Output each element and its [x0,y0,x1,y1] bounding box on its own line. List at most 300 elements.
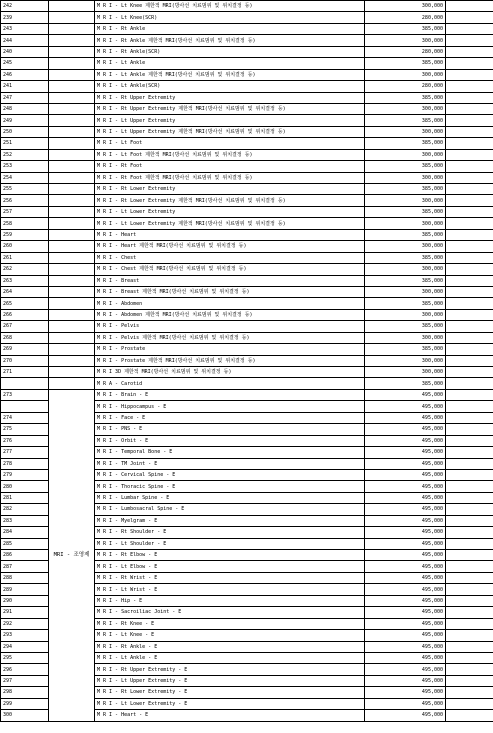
exam-price: 495,000 [365,515,446,526]
row-number: 244 [1,35,49,46]
category-cell [49,355,95,366]
row-number: 242 [1,1,49,12]
exam-price: 495,000 [365,538,446,549]
note-cell [446,126,493,137]
exam-price: 385,000 [365,92,446,103]
row-number: 246 [1,69,49,80]
table-row [1,92,493,103]
row-number: 257 [1,206,49,217]
exam-price: 280,000 [365,12,446,23]
row-number: 247 [1,92,49,103]
row-number: 284 [1,527,49,538]
row-number: 262 [1,264,49,275]
exam-name: M R I - Rt Ankle 제한적 MRI(방사선 치료범위 및 위치결정 등) [95,35,365,46]
exam-name: M R I - PNS - E [95,424,365,435]
note-cell [446,252,493,263]
exam-price: 495,000 [365,401,446,412]
table-row [1,264,493,275]
row-number: 255 [1,184,49,195]
exam-name: M R I - Hip - E [95,595,365,606]
price-table-body [1,1,493,722]
exam-price: 495,000 [365,607,446,618]
note-cell [446,389,493,400]
exam-name: M R I - Breast 제한적 MRI(방사선 치료범위 및 위치결정 등) [95,286,365,297]
exam-price: 495,000 [365,641,446,652]
category-cell [49,309,95,320]
table-row [1,286,493,297]
exam-name: M R I - Rt Ankle - E [95,641,365,652]
exam-name: M R I - Rt Foot [95,161,365,172]
category-cell [49,378,95,389]
row-number: 252 [1,149,49,160]
note-cell [446,675,493,686]
exam-name: M R I - Lt Knee 제한적 MRI(방사선 치료범위 및 위치결정 등) [95,1,365,12]
table-row [1,344,493,355]
exam-price: 385,000 [365,115,446,126]
exam-price: 300,000 [365,309,446,320]
exam-price: 495,000 [365,447,446,458]
exam-price: 300,000 [365,69,446,80]
category-cell [49,35,95,46]
exam-price: 495,000 [365,481,446,492]
note-cell [446,298,493,309]
exam-price: 495,000 [365,675,446,686]
row-number: 289 [1,584,49,595]
category-cell [49,241,95,252]
table-row [1,332,493,343]
exam-name: M R I - Rt Upper Extremity - E [95,664,365,675]
category-cell [49,161,95,172]
row-number: 271 [1,367,49,378]
note-cell [446,58,493,69]
row-number: 243 [1,23,49,34]
table-row [1,195,493,206]
category-cell [49,81,95,92]
row-number: 266 [1,309,49,320]
note-cell [446,504,493,515]
note-cell [446,538,493,549]
table-row [1,378,493,389]
exam-name: M R I - Chest [95,252,365,263]
exam-name: M R I - Sacroiliac Joint - E [95,607,365,618]
category-cell [49,367,95,378]
row-number: 264 [1,286,49,297]
note-cell [446,35,493,46]
exam-name: M R I - Lt Upper Extremity - E [95,675,365,686]
table-row [1,12,493,23]
category-cell [49,218,95,229]
note-cell [446,23,493,34]
note-cell [446,161,493,172]
note-cell [446,378,493,389]
row-number: 260 [1,241,49,252]
category-cell [49,344,95,355]
exam-name: M R I - Lt Wrist - E [95,584,365,595]
category-cell [49,195,95,206]
note-cell [446,46,493,57]
note-cell [446,332,493,343]
note-cell [446,184,493,195]
exam-price: 385,000 [365,229,446,240]
row-number: 275 [1,424,49,435]
exam-price: 300,000 [365,172,446,183]
category-cell [49,12,95,23]
exam-price: 300,000 [365,286,446,297]
table-row [1,115,493,126]
row-number: 263 [1,275,49,286]
table-row [1,58,493,69]
exam-name: M R I - Prostate 제한적 MRI(방사선 치료범위 및 위치결정 등) [95,355,365,366]
exam-price: 495,000 [365,389,446,400]
note-cell [446,607,493,618]
category-cell [49,92,95,103]
exam-name: M R I - Rt Lower Extremity - E [95,687,365,698]
note-cell [446,481,493,492]
exam-price: 300,000 [365,103,446,114]
note-cell [446,195,493,206]
exam-price: 300,000 [365,218,446,229]
table-row [1,161,493,172]
exam-price: 495,000 [365,710,446,721]
category-cell [49,229,95,240]
note-cell [446,595,493,606]
exam-price: 495,000 [365,435,446,446]
note-cell [446,469,493,480]
exam-name: M R I - Rt Elbow - E [95,550,365,561]
exam-price: 280,000 [365,46,446,57]
exam-price: 280,000 [365,81,446,92]
exam-name: M R I - Rt Ankle [95,23,365,34]
note-cell [446,264,493,275]
exam-price: 495,000 [365,504,446,515]
row-number: 261 [1,252,49,263]
row-number: 294 [1,641,49,652]
row-number: 259 [1,229,49,240]
exam-name: M R I - Lt Lower Extremity 제한적 MRI(방사선 치료범위 및 위치결정 등) [95,218,365,229]
note-cell [446,401,493,412]
row-number: 249 [1,115,49,126]
exam-name: M R I - Lt Foot [95,138,365,149]
exam-name: M R I 3D 제한적 MRI(방사선 치료범위 및 위치결정 등) [95,367,365,378]
table-row [1,23,493,34]
table-row [1,1,493,12]
row-number: 245 [1,58,49,69]
note-cell [446,698,493,709]
row-number: 297 [1,675,49,686]
row-number: 299 [1,698,49,709]
row-number: 241 [1,81,49,92]
exam-name: M R I - Lt Knee(SCR) [95,12,365,23]
exam-name: M R I - Thoracic Spine - E [95,481,365,492]
row-number: 293 [1,630,49,641]
exam-price: 495,000 [365,652,446,663]
row-number: 285 [1,538,49,549]
table-row [1,309,493,320]
row-number: 250 [1,126,49,137]
exam-price: 300,000 [365,264,446,275]
exam-price: 495,000 [365,584,446,595]
category-cell [49,264,95,275]
exam-price: 495,000 [365,630,446,641]
category-cell [49,286,95,297]
table-row [1,229,493,240]
exam-price: 385,000 [365,206,446,217]
exam-price: 385,000 [365,252,446,263]
note-cell [446,309,493,320]
exam-price: 385,000 [365,275,446,286]
exam-name: M R I - Face - E [95,412,365,423]
exam-name: M R I - Lt Lower Extremity [95,206,365,217]
category-cell-contrast: MRI - 조영제 [49,389,95,721]
category-cell [49,115,95,126]
exam-name: M R I - Lt Ankle [95,58,365,69]
category-cell [49,46,95,57]
exam-price: 495,000 [365,572,446,583]
exam-price: 300,000 [365,126,446,137]
note-cell [446,367,493,378]
exam-price: 495,000 [365,412,446,423]
exam-name: M R I - Rt Lower Extremity 제한적 MRI(방사선 치료범위 및 위치결정 등) [95,195,365,206]
exam-price: 495,000 [365,618,446,629]
note-cell [446,241,493,252]
note-cell [446,527,493,538]
row-number: 288 [1,572,49,583]
table-row [1,149,493,160]
row-number: 267 [1,321,49,332]
note-cell [446,149,493,160]
exam-name: M R I - Lumbar Spine - E [95,492,365,503]
exam-name: M R I - Orbit - E [95,435,365,446]
note-cell [446,275,493,286]
row-number: 296 [1,664,49,675]
table-row [1,321,493,332]
note-cell [446,687,493,698]
row-number: 276 [1,435,49,446]
exam-price: 300,000 [365,241,446,252]
exam-name: M R I - Lumbosacral Spine - E [95,504,365,515]
row-number: 283 [1,515,49,526]
exam-price: 300,000 [365,355,446,366]
exam-price: 300,000 [365,149,446,160]
note-cell [446,584,493,595]
category-cell [49,149,95,160]
category-cell [49,184,95,195]
row-number: 240 [1,46,49,57]
note-cell [446,92,493,103]
exam-price: 385,000 [365,161,446,172]
exam-name: M R I - Heart [95,229,365,240]
exam-name: M R A - Carotid [95,378,365,389]
exam-name: M R I - Pelvis 제한적 MRI(방사선 치료범위 및 위치결정 등) [95,332,365,343]
table-row [1,241,493,252]
exam-price: 300,000 [365,195,446,206]
row-number: 295 [1,652,49,663]
exam-price: 385,000 [365,23,446,34]
row-number: 268 [1,332,49,343]
exam-name: M R I - Lt Ankle - E [95,652,365,663]
category-cell [49,103,95,114]
exam-name: M R I - Brain - E [95,389,365,400]
note-cell [446,550,493,561]
exam-name: M R I - Lt Upper Extremity 제한적 MRI(방사선 치료범위 및 위치결정 등) [95,126,365,137]
exam-name: M R I - Temporal Bone - E [95,447,365,458]
row-number: 256 [1,195,49,206]
exam-name: M R I - Chest 제한적 MRI(방사선 치료범위 및 위치결정 등) [95,264,365,275]
note-cell [446,344,493,355]
exam-price: 495,000 [365,458,446,469]
row-number: 239 [1,12,49,23]
exam-price: 385,000 [365,321,446,332]
exam-name: M R I - Abdomen 제한적 MRI(방사선 치료범위 및 위치결정 등) [95,309,365,320]
table-row [1,355,493,366]
exam-name: M R I - Breast [95,275,365,286]
exam-price: 495,000 [365,550,446,561]
note-cell [446,412,493,423]
note-cell [446,355,493,366]
exam-name: M R I - Rt Upper Extremity 제한적 MRI(방사선 치료범위 및 위치결정 등) [95,103,365,114]
table-row [1,184,493,195]
exam-price: 495,000 [365,698,446,709]
exam-name: M R I - Lt Elbow - E [95,561,365,572]
table-row [1,172,493,183]
exam-price: 385,000 [365,378,446,389]
exam-price: 385,000 [365,58,446,69]
category-cell [49,138,95,149]
note-cell [446,447,493,458]
row-number: 278 [1,458,49,469]
table-row [1,206,493,217]
exam-name: M R I - Rt Shoulder - E [95,527,365,538]
exam-name: M R I - Cervical Spine - E [95,469,365,480]
row-number: 270 [1,355,49,366]
row-number: 248 [1,103,49,114]
exam-name: M R I - Rt Ankle(SCR) [95,46,365,57]
note-cell [446,115,493,126]
table-row [1,218,493,229]
row-number: 277 [1,447,49,458]
row-number: 281 [1,492,49,503]
note-cell [446,1,493,12]
row-number: 273 [1,389,49,400]
exam-name: M R I - Abdomen [95,298,365,309]
exam-price: 495,000 [365,561,446,572]
note-cell [446,664,493,675]
exam-name: M R I - Myelgram - E [95,515,365,526]
note-cell [446,424,493,435]
category-cell [49,321,95,332]
note-cell [446,206,493,217]
exam-name: M R I - Rt Lower Extremity [95,184,365,195]
exam-price: 300,000 [365,1,446,12]
table-row [1,138,493,149]
exam-price: 300,000 [365,332,446,343]
exam-price: 385,000 [365,138,446,149]
row-number: 253 [1,161,49,172]
note-cell [446,515,493,526]
row-number: 298 [1,687,49,698]
exam-name: M R I - Lt Lower Extremity - E [95,698,365,709]
exam-name: M R I - Prostate [95,344,365,355]
note-cell [446,286,493,297]
exam-name: M R I - Rt Foot 제한적 MRI(방사선 치료범위 및 위치결정 등) [95,172,365,183]
exam-price: 495,000 [365,687,446,698]
note-cell [446,138,493,149]
exam-price: 385,000 [365,344,446,355]
row-number: 282 [1,504,49,515]
note-cell [446,69,493,80]
note-cell [446,618,493,629]
category-cell [49,172,95,183]
exam-name: M R I - Lt Ankle 제한적 MRI(방사선 치료범위 및 위치결정 등) [95,69,365,80]
exam-price: 495,000 [365,595,446,606]
exam-name: M R I - Heart 제한적 MRI(방사선 치료범위 및 위치결정 등) [95,241,365,252]
note-cell [446,103,493,114]
exam-name: M R I - Rt Wrist - E [95,572,365,583]
category-cell [49,275,95,286]
category-cell [49,1,95,12]
exam-price: 385,000 [365,298,446,309]
row-number: 269 [1,344,49,355]
table-row [1,126,493,137]
category-cell [49,298,95,309]
table-row [1,46,493,57]
exam-name: M R I - Lt Upper Extremity [95,115,365,126]
category-cell [49,58,95,69]
exam-name: M R I - Pelvis [95,321,365,332]
row-number: 286 [1,550,49,561]
note-cell [446,641,493,652]
exam-price: 495,000 [365,424,446,435]
table-row [1,103,493,114]
note-cell [446,652,493,663]
row-number [1,378,49,389]
row-number: 300 [1,710,49,721]
note-cell [446,561,493,572]
note-cell [446,12,493,23]
row-number: 265 [1,298,49,309]
exam-price: 300,000 [365,367,446,378]
exam-name: M R I - Rt Knee - E [95,618,365,629]
exam-name: M R I - Rt Upper Extremity [95,92,365,103]
row-number: 290 [1,595,49,606]
exam-price: 495,000 [365,492,446,503]
exam-price: 495,000 [365,469,446,480]
category-cell [49,69,95,80]
table-row [1,252,493,263]
row-number: 292 [1,618,49,629]
row-number: 258 [1,218,49,229]
exam-name: M R I - Hippocampus - E [95,401,365,412]
row-number: 254 [1,172,49,183]
exam-price: 300,000 [365,35,446,46]
exam-name: M R I - Lt Knee - E [95,630,365,641]
row-number [1,401,49,412]
table-row [1,81,493,92]
exam-name: M R I - Lt Ankle(SCR) [95,81,365,92]
row-number: 279 [1,469,49,480]
table-row [1,367,493,378]
note-cell [446,321,493,332]
note-cell [446,458,493,469]
table-row [1,298,493,309]
category-cell [49,332,95,343]
note-cell [446,218,493,229]
table-row [1,69,493,80]
note-cell [446,435,493,446]
exam-price: 495,000 [365,527,446,538]
exam-name: M R I - TM Joint - E [95,458,365,469]
exam-name: M R I - Lt Shoulder - E [95,538,365,549]
